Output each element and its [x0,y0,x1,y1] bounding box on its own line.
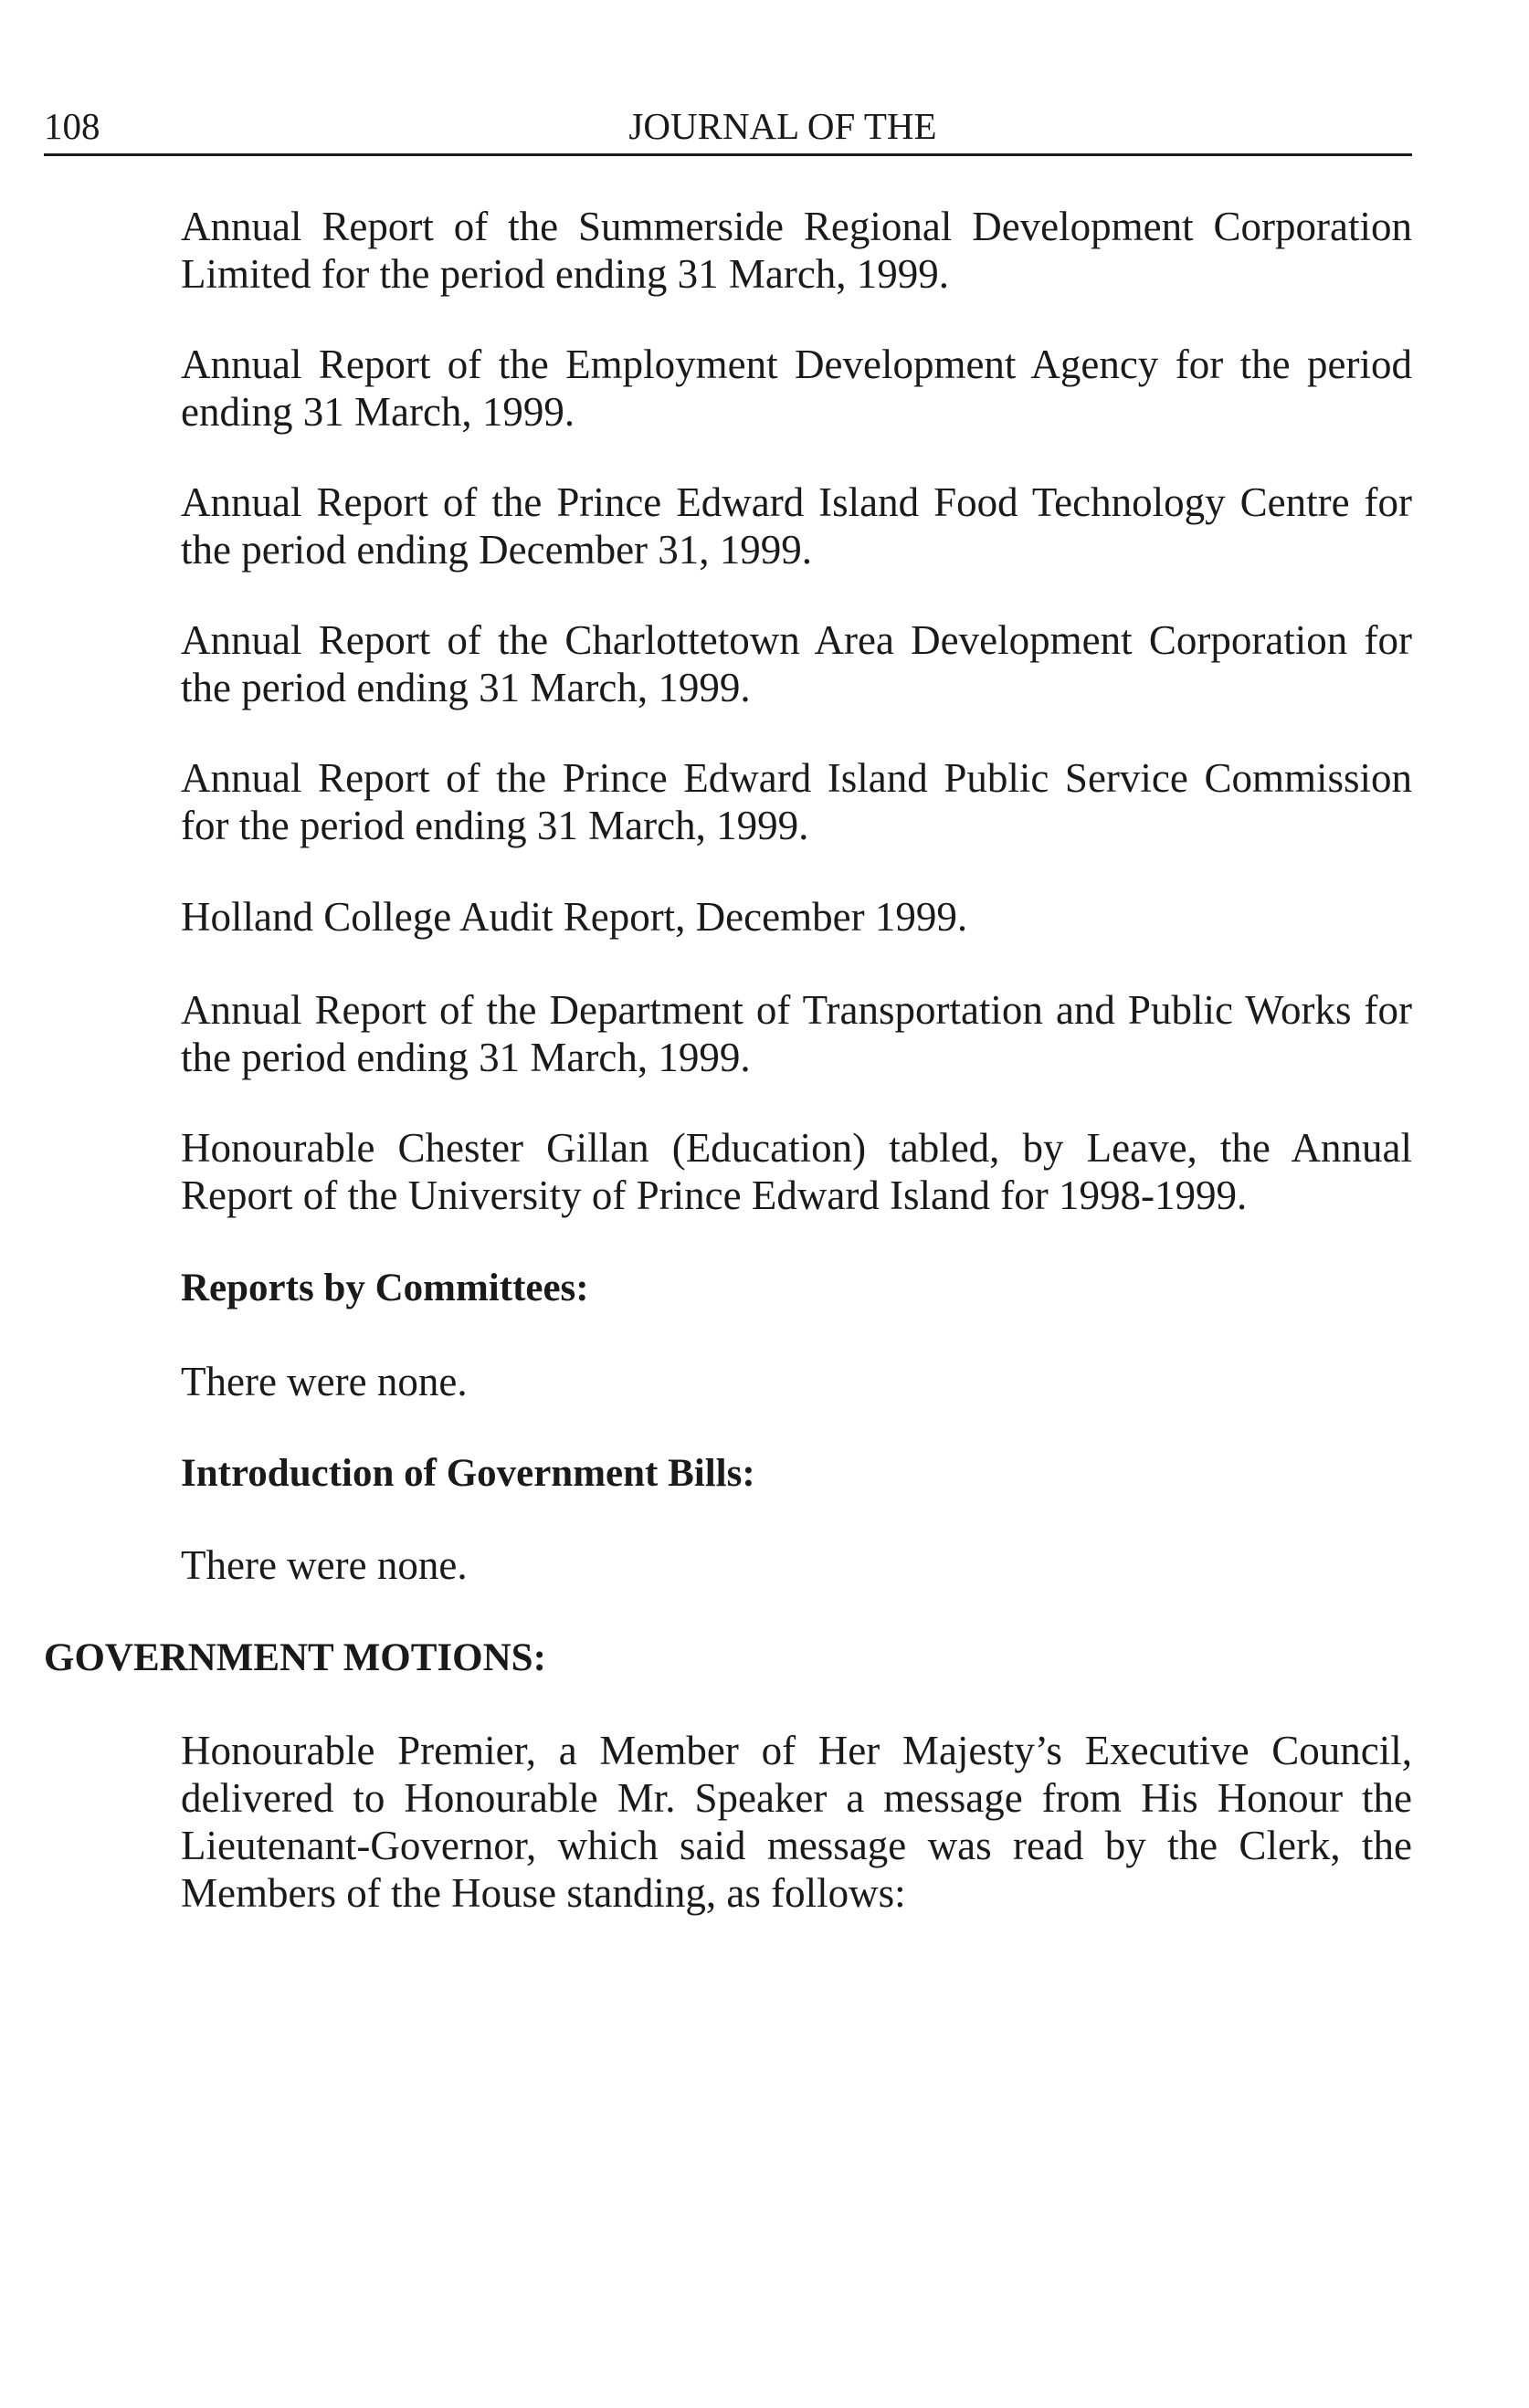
government-motions-heading: GOVERNMENT MOTIONS: [44,1636,546,1679]
committees-text: There were none. [181,1359,468,1404]
government-bills-text: There were none. [181,1542,468,1588]
report-food-technology: Annual Report of the Prince Edward Island Food Technology Centre for the period ending December 31, 1999. [181,479,1412,573]
report-transportation: Annual Report of the Department of Transportation and Public Works for the period ending 31 March, 1999. [181,987,1412,1080]
committees-heading: Reports by Committees: [181,1267,589,1309]
report-employment-agency: Annual Report of the Employment Development Agency for the period ending 31 March, 1999. [181,342,1412,435]
running-title: JOURNAL OF THE [628,105,937,147]
report-upei: Honourable Chester Gillan (Education) tabled, by Leave, the Annual Report of the University of Prince Edward Island for 1998-1999. [181,1125,1412,1218]
report-charlottetown: Annual Report of the Charlottetown Area Development Corporation for the period ending 31 March, 1999. [181,617,1412,710]
government-motions-text: Honourable Premier, a Member of Her Majesty’s Executive Council, delivered to Honourable Mr. Speaker a message from His Honour the Lieutenant-Governor, which said message was read by the Clerk, the Members of the House standing, as follows: [181,1728,1412,1916]
running-header [44,99,1412,156]
government-bills-heading: Introduction of Government Bills: [181,1452,755,1495]
report-public-service: Annual Report of the Prince Edward Island Public Service Commission for the period ending 31 March, 1999. [181,755,1412,848]
report-summerside: Annual Report of the Summerside Regional Development Corporation Limited for the period ending 31 March, 1999. [181,204,1412,297]
report-holland-college: Holland College Audit Report, December 1999. [181,894,968,940]
page-number: 108 [44,105,100,147]
